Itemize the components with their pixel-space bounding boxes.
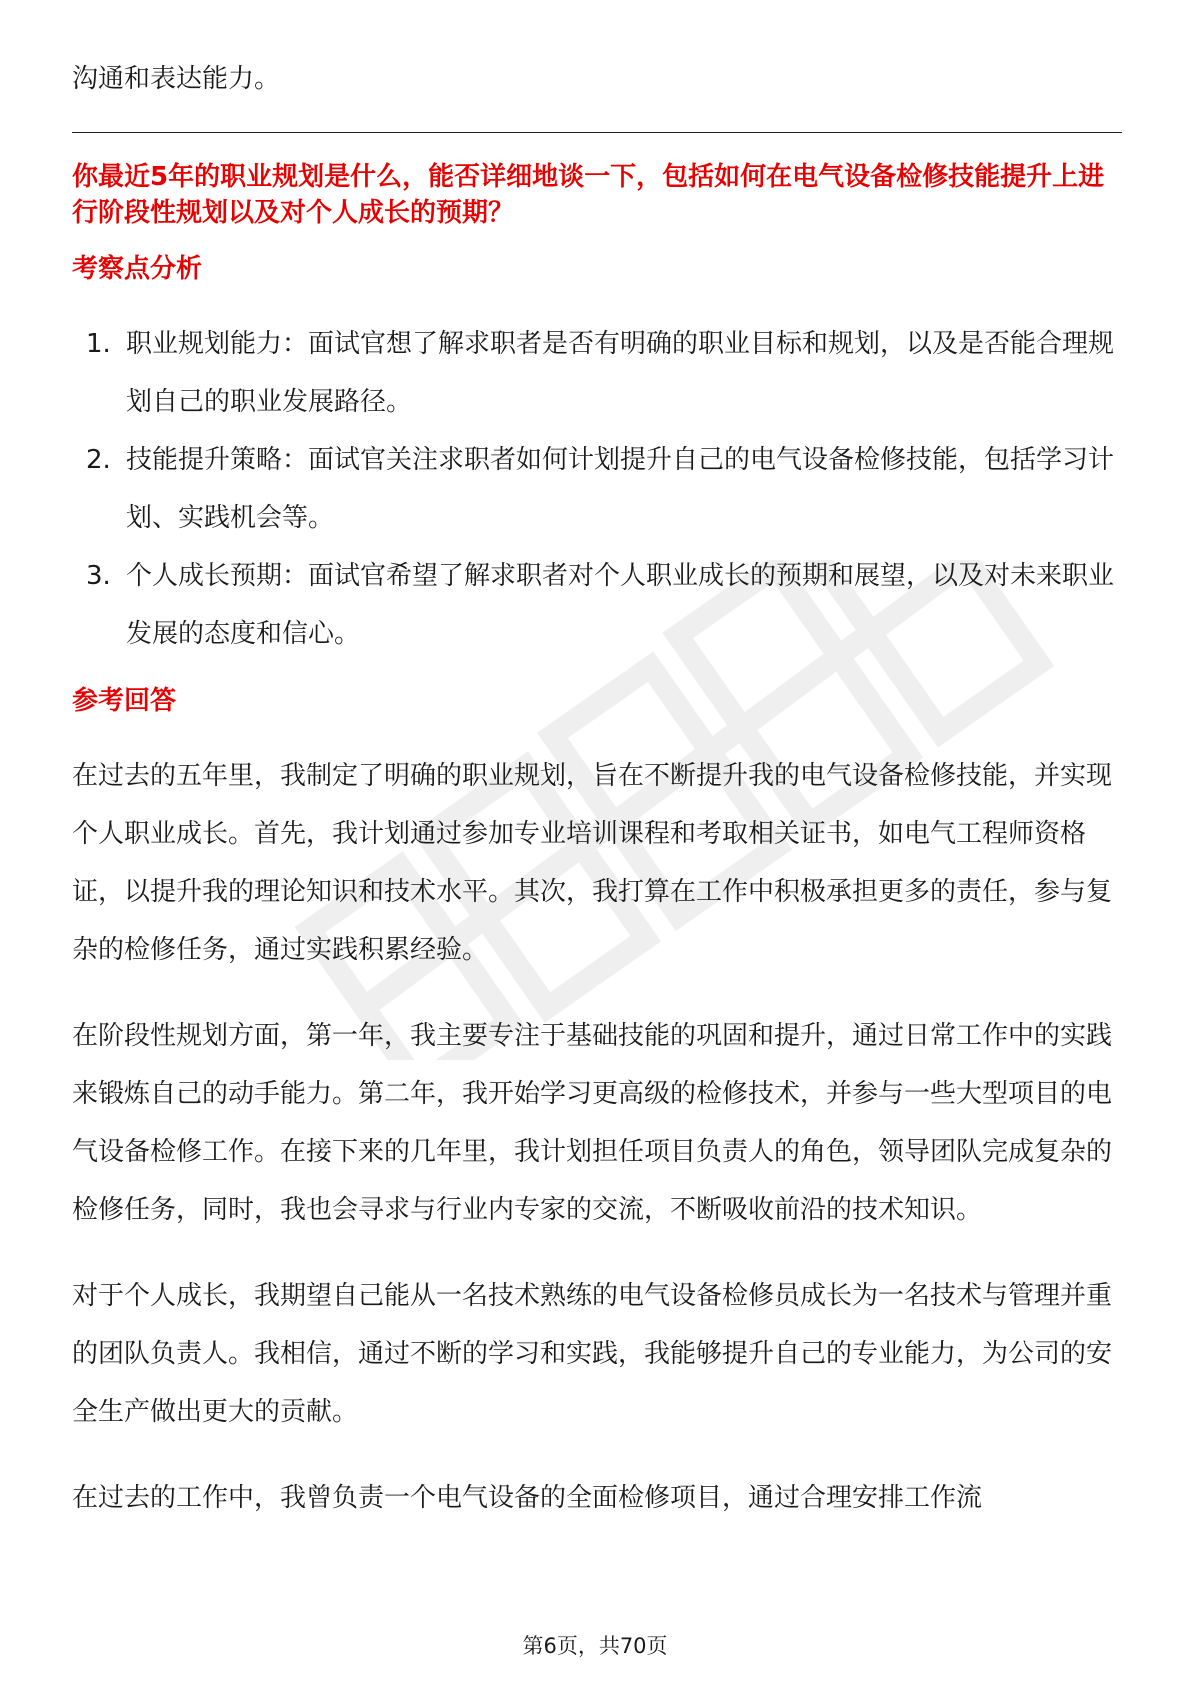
section-divider	[72, 132, 1122, 133]
list-item-text: 职业规划能力：面试官想了解求职者是否有明确的职业目标和规划，以及是否能合理规划自己的职业发展路径。	[126, 329, 1115, 417]
list-item-number: 2.	[86, 445, 111, 475]
page-content	[72, 50, 1122, 1555]
answer-paragraph: 在过去的五年里，我制定了明确的职业规划，旨在不断提升我的电气设备检修技能，并实现个人职业成长。首先，我计划通过参加专业培训课程和考取相关证书，如电气工程师资格证，以提升我的理论知识和技术水平。其次，我打算在工作中积极承担更多的责任，参与复杂的检修任务，通过实践积累经验。	[72, 761, 1113, 965]
answer-paragraph: 对于个人成长，我期望自己能从一名技术熟练的电气设备检修员成长为一名技术与管理并重的团队负责人。我相信，通过不断的学习和实践，我能够提升自己的专业能力，为公司的安全生产做出更大的贡献。	[72, 1281, 1113, 1427]
analysis-list	[72, 315, 1122, 663]
list-item	[72, 315, 1122, 431]
page-footer: 第6页，共70页	[522, 1634, 668, 1658]
list-item-text: 个人成长预期：面试官希望了解求职者对个人职业成长的预期和展望，以及对未来职业发展的态度和信心。	[126, 561, 1115, 649]
answer-paragraph: 在阶段性规划方面，第一年，我主要专注于基础技能的巩固和提升，通过日常工作中的实践来锻炼自己的动手能力。第二年，我开始学习更高级的检修技术，并参与一些大型项目的电气设备检修工作。在接下来的几年里，我计划担任项目负责人的角色，领导团队完成复杂的检修任务，同时，我也会寻求与行业内专家的交流，不断吸收前沿的技术知识。	[72, 1021, 1113, 1225]
intro-tail-text: 沟通和表达能力。	[72, 64, 281, 94]
analysis-title: 考察点分析	[72, 254, 203, 284]
list-item-number: 3.	[86, 561, 111, 591]
question-heading: 你最近5年的职业规划是什么，能否详细地谈一下，包括如何在电气设备检修技能提升上进行阶段性规划以及对个人成长的预期？	[72, 162, 1105, 228]
list-item-number: 1.	[86, 329, 111, 359]
list-item	[72, 547, 1122, 663]
answer-title: 参考回答	[72, 686, 177, 716]
list-item	[72, 431, 1122, 547]
answer-paragraph: 在过去的工作中，我曾负责一个电气设备的全面检修项目，通过合理安排工作流	[72, 1483, 983, 1513]
answer-body	[72, 747, 1122, 1527]
list-item-text: 技能提升策略：面试官关注求职者如何计划提升自己的电气设备检修技能，包括学习计划、实践机会等。	[126, 445, 1115, 533]
